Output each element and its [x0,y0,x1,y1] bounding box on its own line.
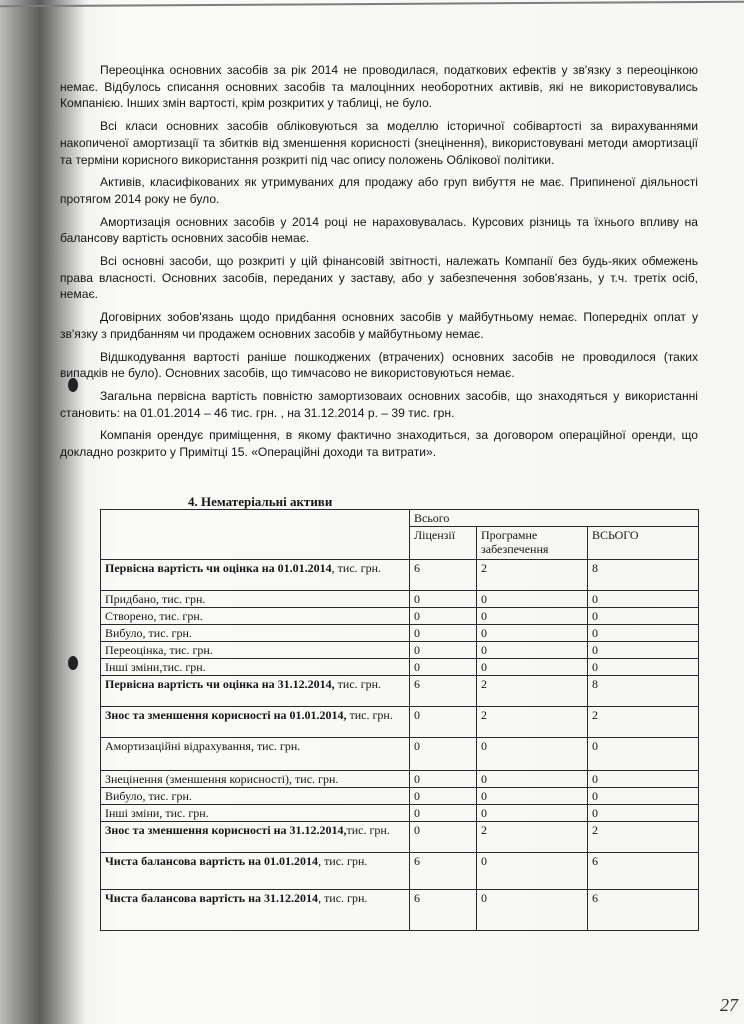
paragraph: Компанія орендує приміщення, в якому фактично знаходиться, за договором операційної оренди, що докладно розкрито у Примітці 15. «Операційні доходи та витрати». [60,428,698,460]
value-cell: 6 [410,853,477,890]
value-cell: 0 [410,771,477,788]
value-cell: 0 [588,771,699,788]
paragraph: Переоцінка основних засобів за рік 2014 не проводилася, податкових ефектів у зв'язку з переоцінкою немає. Відбулось списання основних засобів та малоцінних необоротних активів, які не використовувались Компанією. Інших змін вартості, крім розкритих у таблиці, не було. [60,63,698,111]
paragraph: Відшкодування вартості раніше пошкоджених (втрачених) основних засобів не проводилося (таких випадків не було). Основних засобів, що тимчасово не використовуються немає. [60,349,698,381]
table-row [101,591,699,608]
value-cell: 6 [410,560,477,591]
value-cell: 0 [588,788,699,805]
row-label-rest: тис. грн. [334,677,382,691]
row-label-bold: Знос та зменшення корисності на 31.12.2014, [105,823,347,837]
row-label-rest: , тис. грн. [318,891,368,905]
row-label-bold: Чиста балансова вартість на 31.12.2014 [105,891,319,905]
value-cell: 0 [477,788,588,805]
value-cell: 8 [588,560,699,591]
intangible-assets-table [100,509,699,931]
table-row [101,642,699,659]
table-corner-cell [101,510,410,560]
row-label: Амортизаційні відрахування, тис. грн. [101,738,410,771]
value-cell: 6 [410,676,477,707]
paragraph: Амортизація основних засобів у 2014 році не нараховувалась. Курсових різниць та їхнього впливу на балансову вартість основних засобів немає. [60,214,698,246]
page-edge-line [0,1,744,8]
row-label: Придбано, тис. грн. [101,591,410,608]
table-body [101,560,699,931]
table-row [101,822,699,853]
value-cell: 0 [588,738,699,771]
row-label-bold: Знос та зменшення корисності на 01.01.2014, [105,708,347,722]
row-label [101,822,410,853]
value-cell: 0 [588,659,699,676]
row-label: Створено, тис. грн. [101,608,410,625]
value-cell: 0 [410,738,477,771]
row-label-rest: тис. грн. [346,823,390,837]
table-row [101,560,699,591]
row-label: Вибуло, тис. грн. [101,788,410,805]
value-cell: 2 [588,822,699,853]
value-cell: 2 [477,707,588,738]
value-cell: 0 [588,625,699,642]
col-header: Програмне забезпечення [477,527,588,560]
row-label: Вибуло, тис. грн. [101,625,410,642]
value-cell: 2 [477,560,588,591]
table-row [101,738,699,771]
binder-hole [68,656,78,670]
section-title: 4. Нематеріальні активи [188,494,333,509]
table-row [101,788,699,805]
value-cell: 6 [410,890,477,931]
value-cell: 0 [477,642,588,659]
value-cell: 2 [477,676,588,707]
value-cell: 0 [477,591,588,608]
value-cell: 0 [588,642,699,659]
paragraph: Активів, класифікованих як утримуваних для продажу або груп вибуття не має. Припиненої діяльності протягом 2014 року не було. [60,175,698,206]
value-cell: 0 [477,890,588,931]
row-label: Переоцінка, тис. грн. [101,642,410,659]
value-cell: 0 [477,625,588,642]
row-label-bold: Чиста балансова вартість на 01.01.2014 [105,854,319,868]
value-cell: 0 [410,591,477,608]
value-cell: 0 [477,771,588,788]
value-cell: 8 [588,676,699,707]
col-header: Ліцензії [410,527,477,560]
row-label [101,707,410,738]
table-header-row [101,510,699,527]
value-cell: 0 [410,788,477,805]
value-cell: 0 [410,805,477,822]
table-row [101,608,699,625]
col-header: ВСЬОГО [588,527,699,560]
value-cell: 0 [477,805,588,822]
value-cell: 2 [588,707,699,738]
paragraph: Загальна первісна вартість повністю замортизоваих основних засобів, що знаходяться у використанні становить: на 01.01.2014 – 46 тис. грн. , на 31.12.2014 р. – 39 тис. грн. [60,388,698,420]
row-label: Інші зміни,тис. грн. [101,659,410,676]
row-label [101,853,410,890]
paragraph: Договірних зобов'язань щодо придбання основних засобів у майбутньому немає. Попередніх оплат у зв'язку з придбанням чи продажем основних засобів у майбутньому немає. [60,310,698,341]
value-cell: 0 [410,822,477,853]
value-cell: 0 [410,642,477,659]
value-cell: 0 [477,608,588,625]
table-row [101,625,699,642]
row-label-rest: , тис. грн. [331,561,382,575]
group-header: Всього [410,510,699,527]
row-label-rest: , тис. грн. [318,854,368,868]
row-label [101,890,410,931]
value-cell: 2 [477,822,588,853]
row-label [101,676,410,707]
paragraph: Всі класи основних засобів обліковуються за моделлю історичної собівартості за вирахуваннями накопиченої амортизації та збитків від зменшення корисності (знецінення), використовувані методи амортизації та терміни корисного використання розкриті під час опису положень Облікової політики. [60,119,698,167]
value-cell: 0 [410,625,477,642]
table-row [101,707,699,738]
value-cell: 6 [588,890,699,931]
table-row [101,676,699,707]
value-cell: 0 [477,659,588,676]
body-text [60,62,698,467]
table-row [101,805,699,822]
page-number: 27 [720,995,738,1015]
table-row [101,890,699,931]
paragraph: Всі основні засоби, що розкриті у цій фінансовій звітності, належать Компанії без будь-яких обмежень права власності. Основних засобів, переданих у заставу, або у забезпечення зобов'язань, у т.ч. третіх осіб, немає. [60,254,698,302]
table-row [101,853,699,890]
value-cell: 0 [410,608,477,625]
row-label [101,560,410,591]
value-cell: 0 [588,805,699,822]
row-label-bold: Первісна вартість чи оцінка на 31.12.2014, [105,677,335,691]
row-label: Знецінення (зменшення корисності), тис. грн. [101,771,410,788]
value-cell: 6 [588,853,699,890]
row-label-bold: Первісна вартість чи оцінка на 01.01.2014 [105,561,332,575]
value-cell: 0 [410,707,477,738]
row-label-rest: тис. грн. [346,708,393,722]
row-label: Інші зміни, тис. грн. [101,805,410,822]
value-cell: 0 [588,608,699,625]
value-cell: 0 [588,591,699,608]
table-row [101,771,699,788]
value-cell: 0 [477,738,588,771]
table-row [101,659,699,676]
value-cell: 0 [410,659,477,676]
value-cell: 0 [477,853,588,890]
